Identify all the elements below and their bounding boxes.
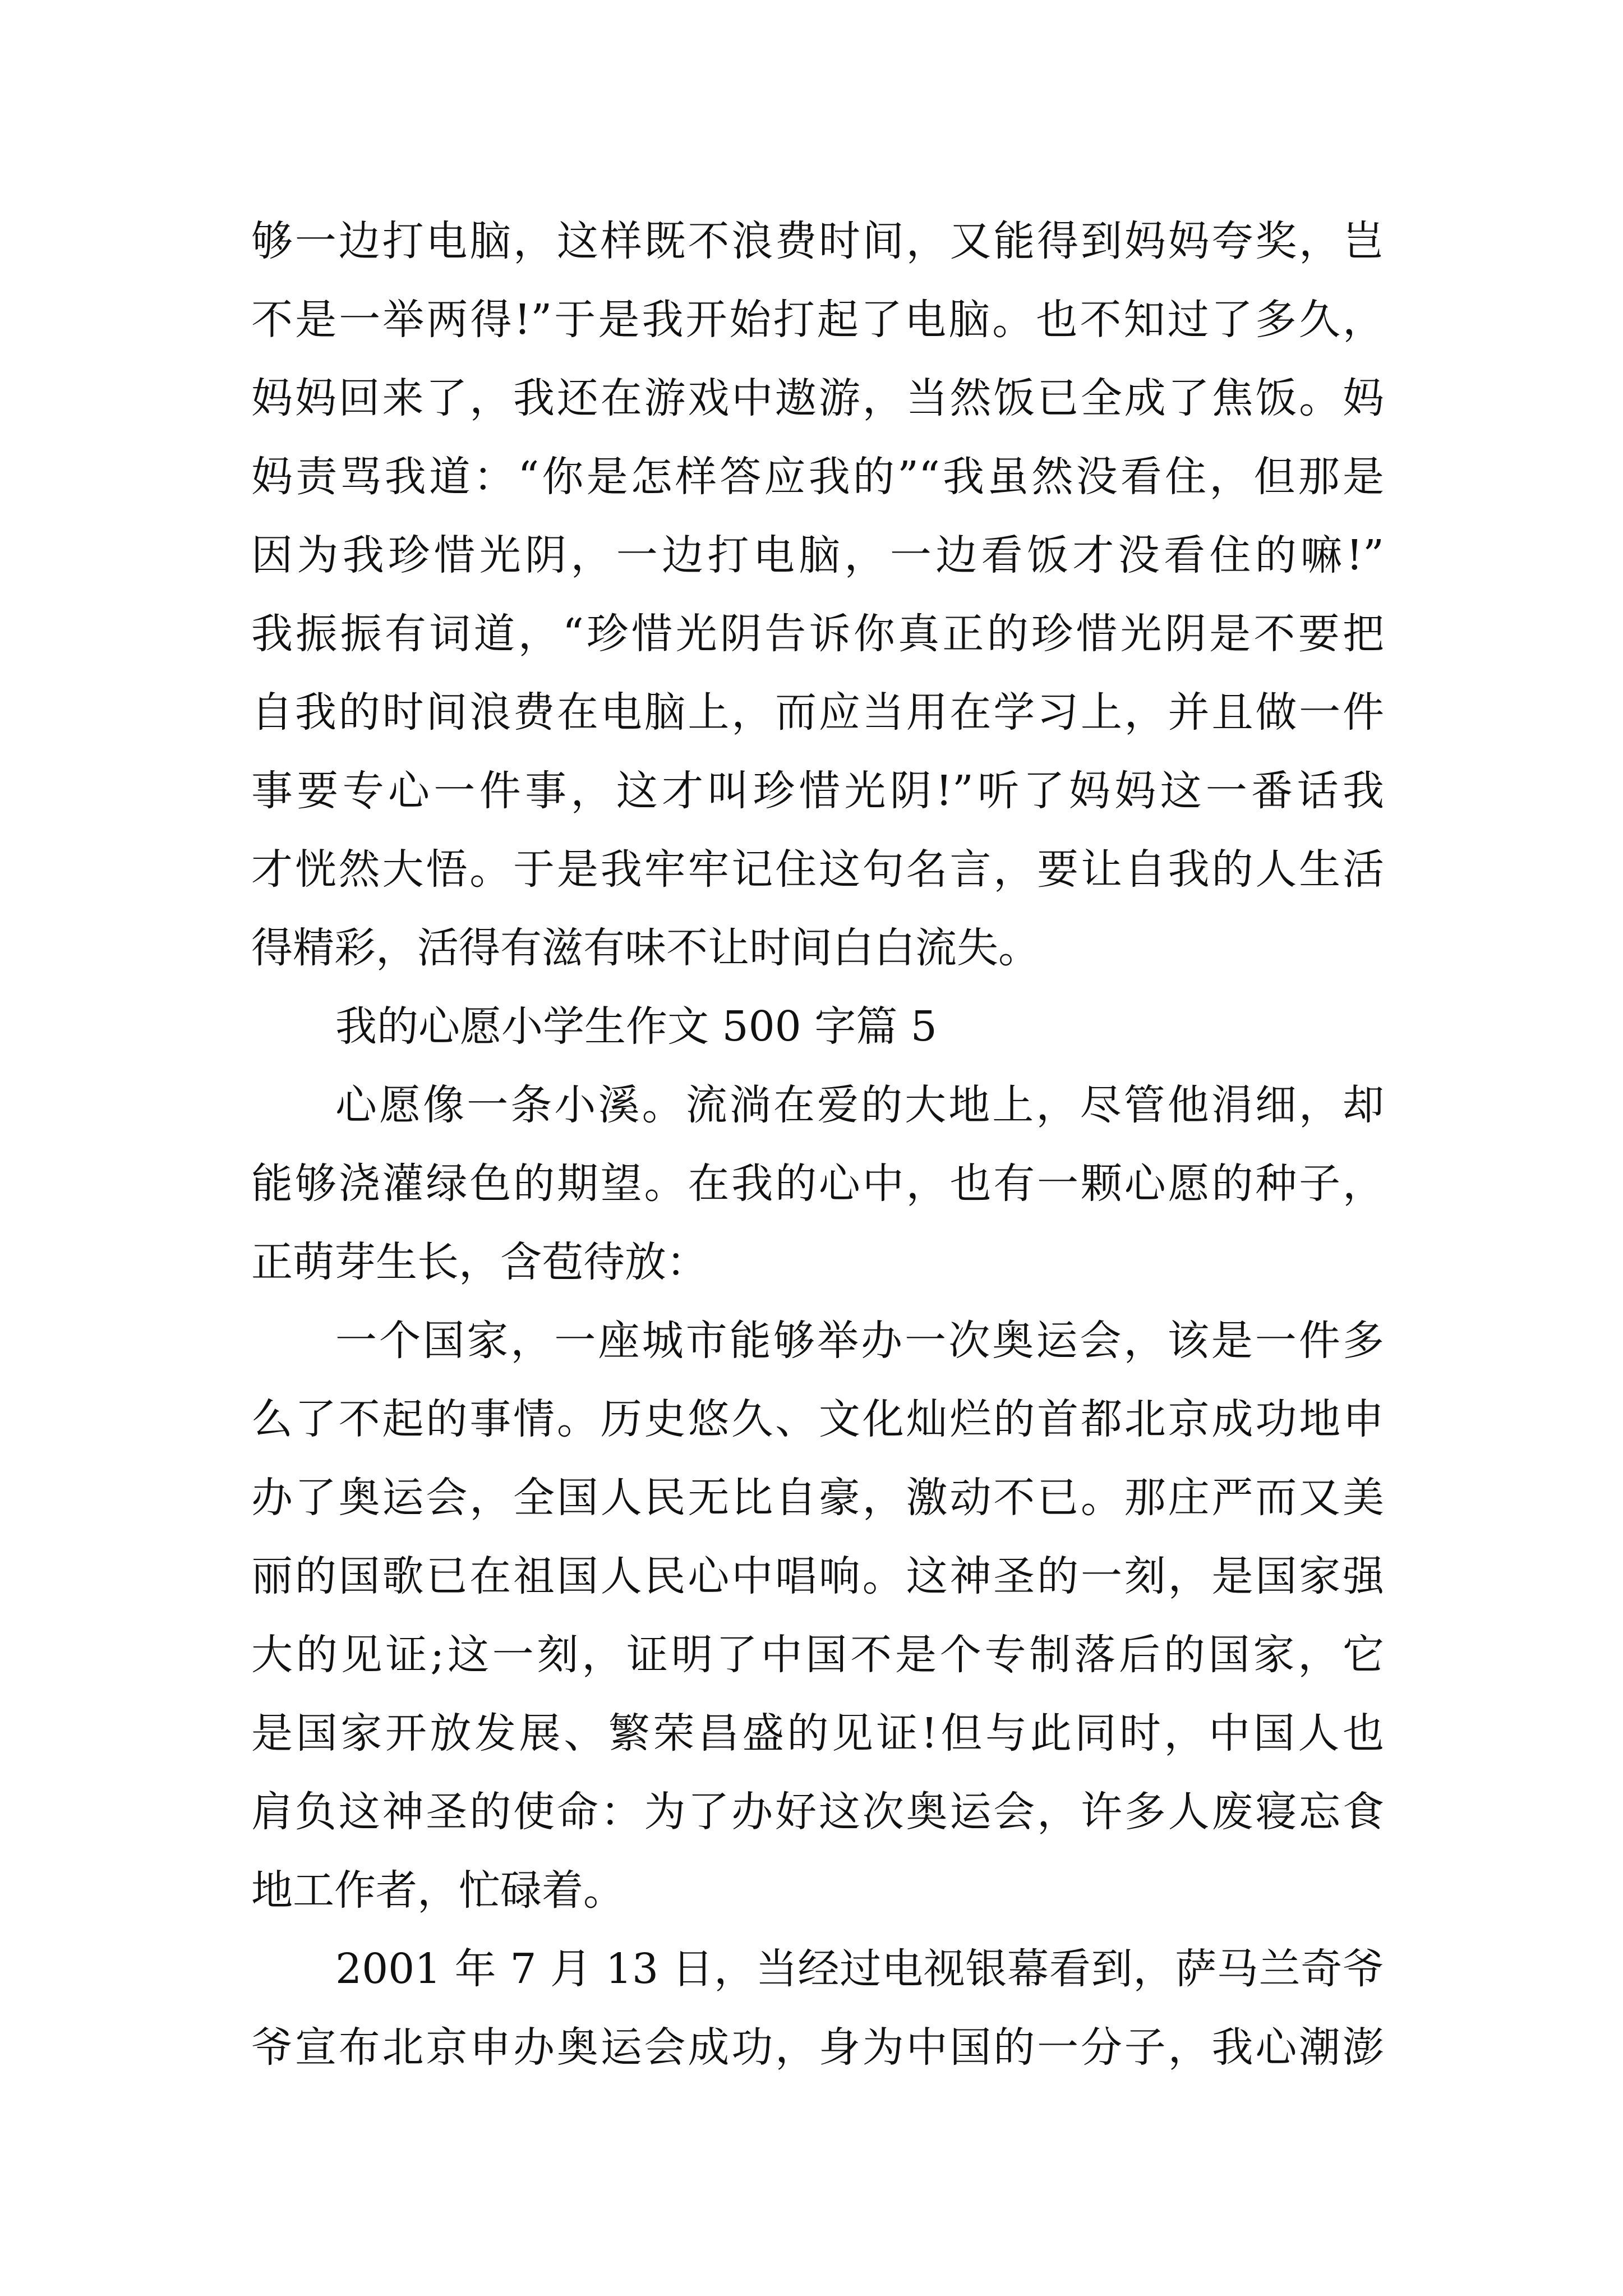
paragraph [251,202,1384,987]
text-line: 不是一举两得!”于是我开始打起了电脑。也不知过了多久， [251,296,1384,344]
text-line: 丽的国歌已在祖国人民心中唱响。这神圣的一刻，是国家强 [251,1552,1384,1600]
text-line: 因为我珍惜光阴，一边打电脑，一边看饭才没看住的嘛!” [251,531,1384,579]
document-body [251,202,1384,2087]
text-line: 够一边打电脑，这样既不浪费时间，又能得到妈妈夸奖，岂 [251,217,1384,265]
paragraph [251,1930,1384,2087]
text-line: 办了奥运会，全国人民无比自豪，激动不已。那庄严而又美 [251,1474,1384,1522]
text-line: 么了不起的事情。历史悠久、文化灿烂的首都北京成功地申 [251,1395,1384,1443]
text-line: 大的见证;这一刻，证明了中国不是个专制落后的国家，它 [251,1631,1384,1679]
text-line: 妈责骂我道：“你是怎样答应我的”“我虽然没看住，但那是 [251,453,1384,501]
text-line: 才恍然大悟。于是我牢牢记住这句名言，要让自我的人生活 [251,845,1384,894]
section-heading [251,987,1384,1066]
text-line: 心愿像一条小溪。流淌在爱的大地上，尽管他涓细，却 [335,1081,1384,1129]
text-line: 自我的时间浪费在电脑上，而应当用在学习上，并且做一件 [251,688,1384,737]
text-line: 爷宣布北京申办奥运会成功，身为中国的一分子，我心潮澎 [251,2023,1384,2072]
text-line: 地工作者，忙碌着。 [251,1866,625,1915]
text-line: 一个国家，一座城市能够举办一次奥运会，该是一件多 [335,1317,1384,1365]
text-line: 得精彩，活得有滋有味不让时间白白流失。 [251,924,1040,972]
text-line: 肩负这神圣的使命：为了办好这次奥运会，许多人废寝忘食 [251,1788,1384,1836]
paragraph [251,1301,1384,1930]
text-line: 正萌芽生长，含苞待放： [251,1238,708,1286]
text-line: 是国家开放发展、繁荣昌盛的见证!但与此同时，中国人也 [251,1709,1384,1757]
heading-text: 我的心愿小学生作文 500 字篇 5 [335,1002,937,1051]
paragraph [251,1066,1384,1301]
text-line: 我振振有词道，“珍惜光阴告诉你真正的珍惜光阴是不要把 [251,610,1384,658]
text-line: 2001 年 7 月 13 日，当经过电视银幕看到，萨马兰奇爷 [335,1945,1384,1993]
text-line: 妈妈回来了，我还在游戏中遨游，当然饭已全成了焦饭。妈 [251,374,1384,422]
text-line: 事要专心一件事，这才叫珍惜光阴!”听了妈妈这一番话我 [251,767,1384,815]
text-line: 能够浇灌绿色的期望。在我的心中，也有一颗心愿的种子， [251,1159,1384,1208]
